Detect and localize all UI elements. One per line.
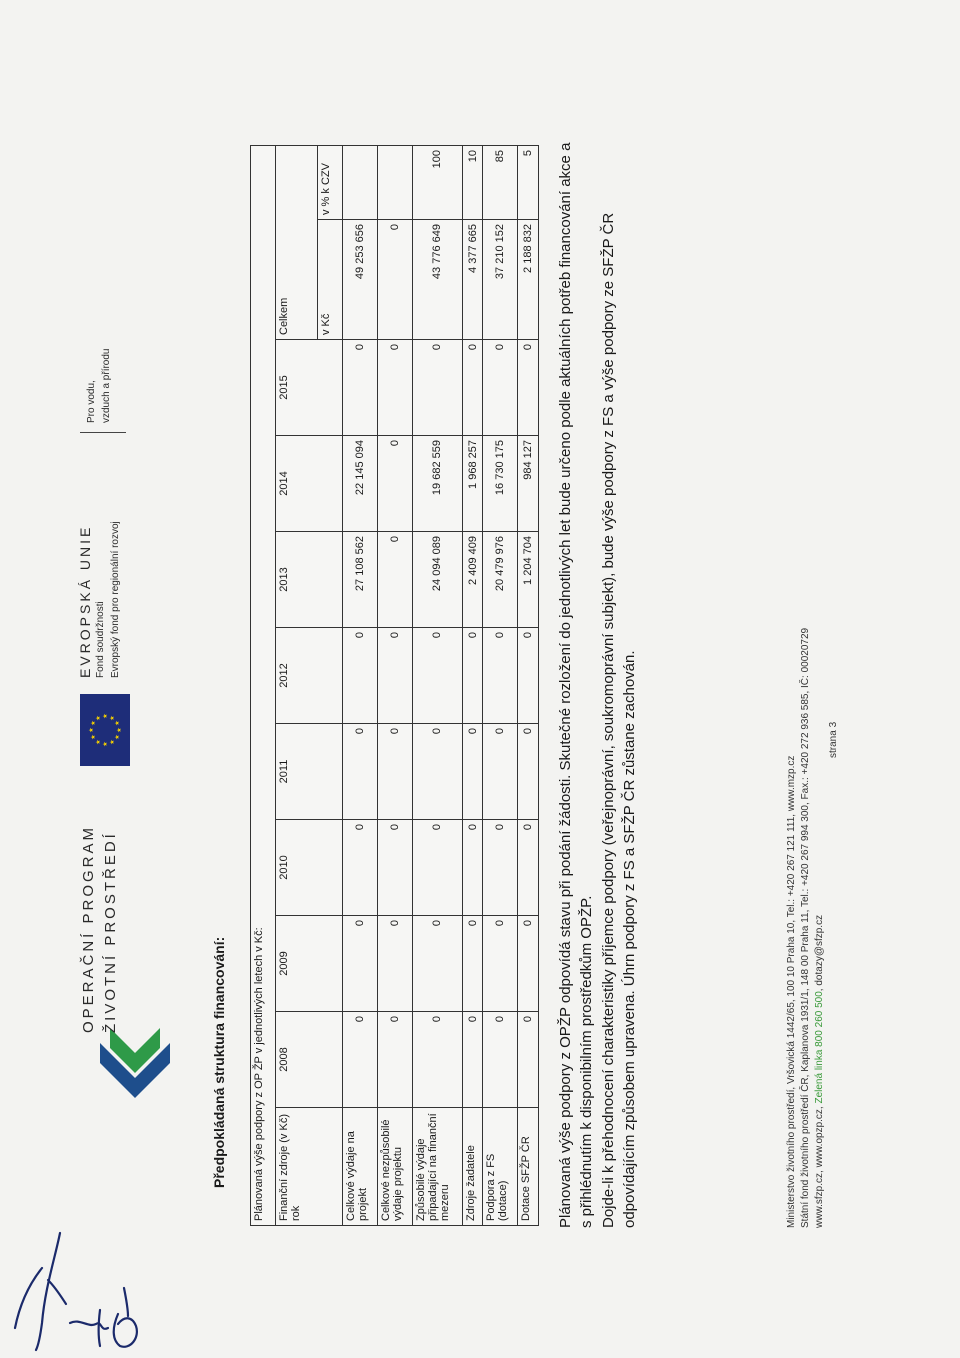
claim (84, 349, 114, 424)
value-cell: 24 094 089 (413, 532, 463, 628)
value-cell: 0 (342, 628, 377, 724)
row-label: Dotace SFŽP ČR (518, 1108, 539, 1226)
value-cell: 20 479 976 (483, 532, 518, 628)
value-cell: 0 (518, 724, 539, 820)
row-label: Celkové nezpůsobilé výdaje projektu (378, 1108, 413, 1226)
eu-text (78, 521, 123, 678)
svg-text:★: ★ (109, 715, 116, 721)
value-cell: 0 (483, 724, 518, 820)
paragraph-1: Plánovaná výše podpory z OPŽP odpovídá stavu při podání žádosti. Skutečné rozložení do jednotlivých let bude určeno podle aktuálních potřeb financování akce a s přihlédnutím k disponibilním prostředkům OPŽP. (557, 142, 595, 1228)
value-cell: 0 (378, 1012, 413, 1108)
total-cell: 37 210 152 (483, 220, 518, 340)
year-header: 2009 (275, 916, 342, 1012)
table-caption-row (251, 145, 276, 1225)
financing-table (250, 145, 539, 1226)
pct-cell: 100 (413, 145, 463, 219)
total-cell: 4 377 665 (462, 220, 483, 340)
total-cell: 0 (378, 220, 413, 340)
value-cell: 0 (342, 820, 377, 916)
year-header: 2014 (275, 436, 342, 532)
row-label: Celkové výdaje na projekt (342, 1108, 377, 1226)
table-caption: Plánovaná výše podpory z OP ŽP v jednotlivých letech v Kč: (251, 145, 276, 1225)
eu-title: EVROPSKÁ UNIE (77, 524, 93, 678)
year-header: 2012 (275, 628, 342, 724)
table-row (342, 145, 377, 1225)
year-header: 2015 (275, 340, 342, 436)
value-cell: 1 968 257 (462, 436, 483, 532)
value-cell: 0 (483, 916, 518, 1012)
pct-cell (378, 145, 413, 219)
value-cell: 0 (518, 1012, 539, 1108)
pct-cell: 10 (462, 145, 483, 219)
value-cell: 16 730 175 (483, 436, 518, 532)
claim-line2: vzduch a přírodu (101, 348, 112, 423)
table-header-row (275, 145, 317, 1225)
svg-text:★: ★ (116, 727, 123, 733)
value-cell: 0 (483, 1012, 518, 1108)
value-cell: 0 (378, 724, 413, 820)
pct-cell: 5 (518, 145, 539, 219)
table-row (378, 145, 413, 1225)
table-row (413, 145, 463, 1225)
value-cell: 0 (342, 340, 377, 436)
svg-text:★: ★ (95, 739, 102, 745)
value-cell: 984 127 (518, 436, 539, 532)
value-cell: 0 (378, 436, 413, 532)
svg-text:★: ★ (102, 741, 109, 747)
total-cell: 49 253 656 (342, 220, 377, 340)
paragraph-2: Dojde-li k přehodnocení charakteristiky příjemce podpory (veřejnoprávní, soukromoprávní subjekt), bude výše podpory z FS a výše podpory ze SFŽP ČR odpovídajícím způsobem upravena. Úhrn podpory z FS a SFŽP ČR zůstane zachován. (600, 212, 638, 1228)
value-cell: 0 (413, 916, 463, 1012)
value-cell: 0 (378, 340, 413, 436)
svg-text:★: ★ (102, 713, 109, 719)
value-cell: 0 (518, 340, 539, 436)
eu-flag-icon (80, 694, 130, 766)
row-label: Způsobilé výdaje připadající na finanční mezeru (413, 1108, 463, 1226)
svg-text:★: ★ (90, 720, 97, 726)
footer-line1: Ministerstvo životního prostředí, Vršovická 1442/65, 100 10 Praha 10, Tel.: +420 267 121 111, www.mzp.cz (786, 755, 797, 1228)
value-cell: 0 (378, 916, 413, 1012)
total-header: Celkem (275, 145, 317, 339)
value-cell: 27 108 562 (342, 532, 377, 628)
value-cell: 0 (462, 1012, 483, 1108)
handwritten-signature-icon (0, 1228, 160, 1353)
table-row (483, 145, 518, 1225)
value-cell: 0 (413, 628, 463, 724)
program-line1: OPERAČNÍ PROGRAM (80, 824, 97, 1033)
row-label: Podpora z FS (dotace) (483, 1108, 518, 1226)
pct-cell: 85 (483, 145, 518, 219)
footer (785, 148, 827, 1228)
year-header: 2008 (275, 1012, 342, 1108)
year-header: 2010 (275, 820, 342, 916)
opzp-logo-icon (95, 1023, 175, 1103)
svg-text:★: ★ (109, 739, 116, 745)
value-cell: 1 204 704 (518, 532, 539, 628)
value-cell: 0 (342, 916, 377, 1012)
program-name (78, 825, 122, 1033)
svg-text:★: ★ (88, 727, 95, 733)
page-number: strana 3 (828, 721, 839, 758)
header-divider (80, 432, 126, 433)
eu-fund1: Fond soudržnosti (95, 601, 106, 678)
pct-cell (342, 145, 377, 219)
value-cell: 19 682 559 (413, 436, 463, 532)
value-cell: 0 (483, 340, 518, 436)
value-cell: 0 (413, 724, 463, 820)
table-row (462, 145, 483, 1225)
value-cell: 0 (378, 628, 413, 724)
total-unit-header: v Kč (317, 220, 342, 340)
value-cell: 0 (342, 724, 377, 820)
value-cell: 0 (462, 916, 483, 1012)
footer-line2: Státní fond životního prostředí ČR, Kaplanova 1931/1, 148 00 Praha 11, Tel.: +420 267 994 300, Fax.: +420 272 936 585, IČ: 00020729 (800, 627, 811, 1228)
program-line2: ŽIVOTNÍ PROSTŘEDÍ (102, 831, 119, 1033)
svg-text:★: ★ (95, 715, 102, 721)
section-title: Předpokládaná struktura financování: (211, 936, 227, 1188)
footer-email: , dotazy@sfzp.cz (814, 914, 825, 992)
value-cell: 0 (518, 628, 539, 724)
value-cell: 0 (462, 628, 483, 724)
svg-text:★: ★ (90, 734, 97, 740)
year-header: 2011 (275, 724, 342, 820)
eu-fund2: Evropský fond pro regionální rozvoj (110, 521, 121, 678)
value-cell: 0 (413, 820, 463, 916)
value-cell: 22 145 094 (342, 436, 377, 532)
value-cell: 0 (462, 340, 483, 436)
table-row (518, 145, 539, 1225)
value-cell: 0 (413, 1012, 463, 1108)
value-cell: 2 409 409 (462, 532, 483, 628)
zelena-linka: Zelená linka 800 260 500 (814, 991, 825, 1104)
value-cell: 0 (342, 1012, 377, 1108)
value-cell: 0 (462, 820, 483, 916)
value-cell: 0 (413, 340, 463, 436)
svg-text:★: ★ (114, 734, 121, 740)
total-cell: 2 188 832 (518, 220, 539, 340)
claim-line1: Pro vodu, (86, 380, 97, 423)
value-cell: 0 (483, 628, 518, 724)
row-label: Zdroje žadatele (462, 1108, 483, 1226)
year-header: 2013 (275, 532, 342, 628)
value-cell: 0 (518, 916, 539, 1012)
total-cell: 43 776 649 (413, 220, 463, 340)
col-header-label: Finanční zdroje (v Kč) rok (275, 1108, 342, 1226)
value-cell: 0 (462, 724, 483, 820)
value-cell: 0 (378, 820, 413, 916)
footer-web-links: www.sfzp.cz, www.opzp.cz, (814, 1103, 825, 1228)
table-body (342, 145, 538, 1225)
pct-header: v % k CZV (317, 145, 342, 219)
value-cell: 0 (483, 820, 518, 916)
value-cell: 0 (378, 532, 413, 628)
svg-text:★: ★ (114, 720, 121, 726)
value-cell: 0 (518, 820, 539, 916)
footer-line3 (813, 148, 827, 1228)
